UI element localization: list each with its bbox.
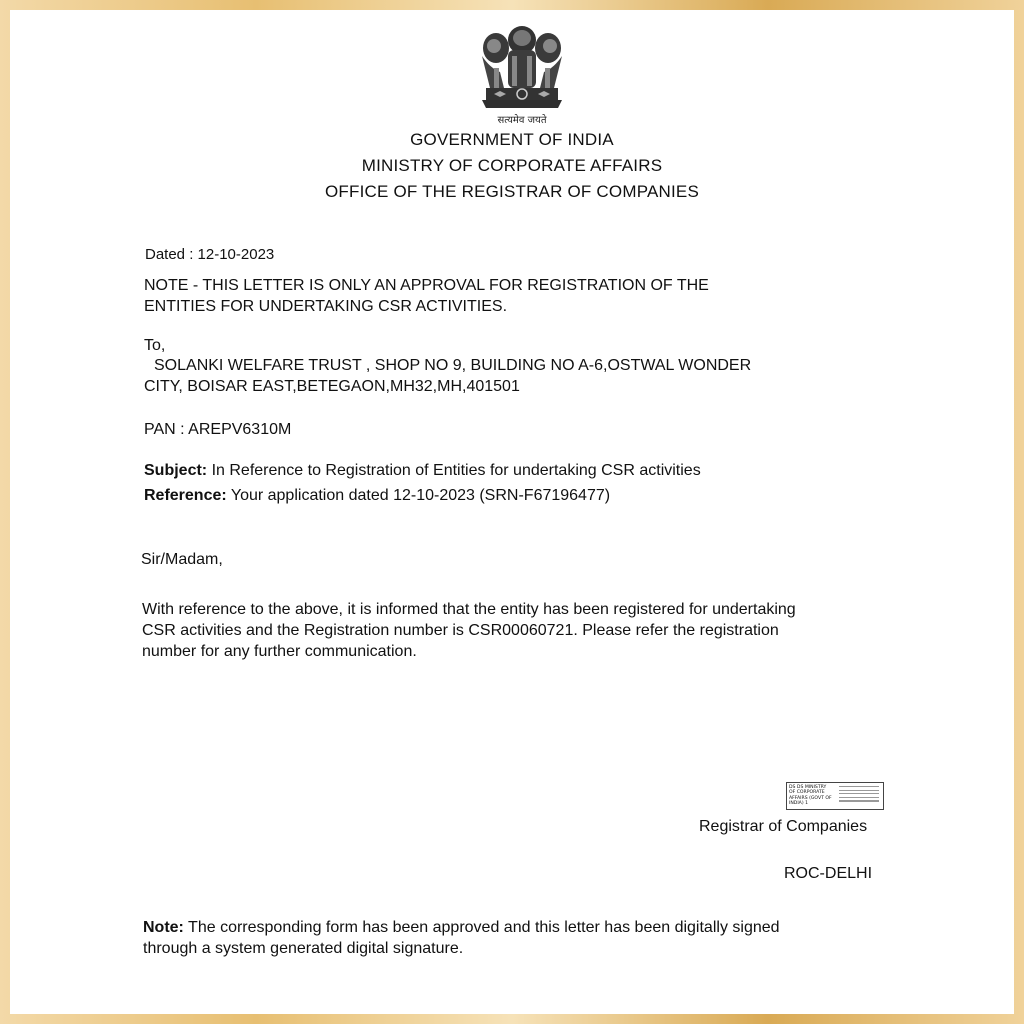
pan-number: PAN : AREPV6310M	[144, 421, 292, 438]
digital-signature-stamp	[786, 782, 884, 810]
footer-note-text-1: The corresponding form has been approved and this letter has been digitally signed	[183, 919, 780, 936]
body-line-1: With reference to the above, it is informed that the entity has been registered for undertaking	[142, 601, 796, 618]
footer-note-line-1	[143, 917, 780, 938]
address-line-2: CITY, BOISAR EAST,BETEGAON,MH32,MH,401501	[144, 378, 520, 395]
subject-label: Subject:	[144, 462, 208, 479]
header-government: GOVERNMENT OF INDIA	[410, 130, 614, 149]
lion-capital-icon	[460, 18, 584, 118]
signatory-designation: Registrar of Companies	[699, 818, 868, 835]
footer-note-line-2: through a system generated digital signature.	[143, 940, 464, 957]
reference-line	[144, 485, 610, 506]
body-line-2: CSR activities and the Registration number is CSR00060721. Please refer the registration	[142, 622, 779, 639]
salutation: Sir/Madam,	[141, 551, 223, 568]
signature-stamp-text: DS DS MINISTRY OF CORPORATE AFFAIRS (GOVT OF INDIA) 1	[789, 785, 832, 806]
emblem-motto: सत्यमेव जयते	[497, 115, 547, 126]
note-line-2: ENTITIES FOR UNDERTAKING CSR ACTIVITIES.	[144, 298, 508, 315]
national-emblem	[460, 18, 584, 130]
to-label: To,	[144, 337, 166, 354]
signature-detail-lines	[839, 786, 879, 804]
header-ministry: MINISTRY OF CORPORATE AFFAIRS	[361, 156, 663, 175]
address-line-1: SOLANKI WELFARE TRUST , SHOP NO 9, BUILDING NO A-6,OSTWAL WONDER	[154, 357, 752, 374]
reference-text: Your application dated 12-10-2023 (SRN-F67196477)	[226, 487, 611, 504]
header-office: OFFICE OF THE REGISTRAR OF COMPANIES	[325, 182, 699, 201]
signatory-office: ROC-DELHI	[784, 865, 873, 882]
subject-line	[144, 460, 701, 481]
reference-label: Reference:	[144, 487, 227, 504]
note-line-1: NOTE - THIS LETTER IS ONLY AN APPROVAL FOR REGISTRATION OF THE	[144, 277, 709, 294]
footer-note-label: Note:	[143, 919, 184, 936]
letter-date: Dated : 12-10-2023	[145, 246, 275, 263]
body-line-3: number for any further communication.	[142, 643, 417, 660]
subject-text: In Reference to Registration of Entities for undertaking CSR activities	[207, 462, 701, 479]
